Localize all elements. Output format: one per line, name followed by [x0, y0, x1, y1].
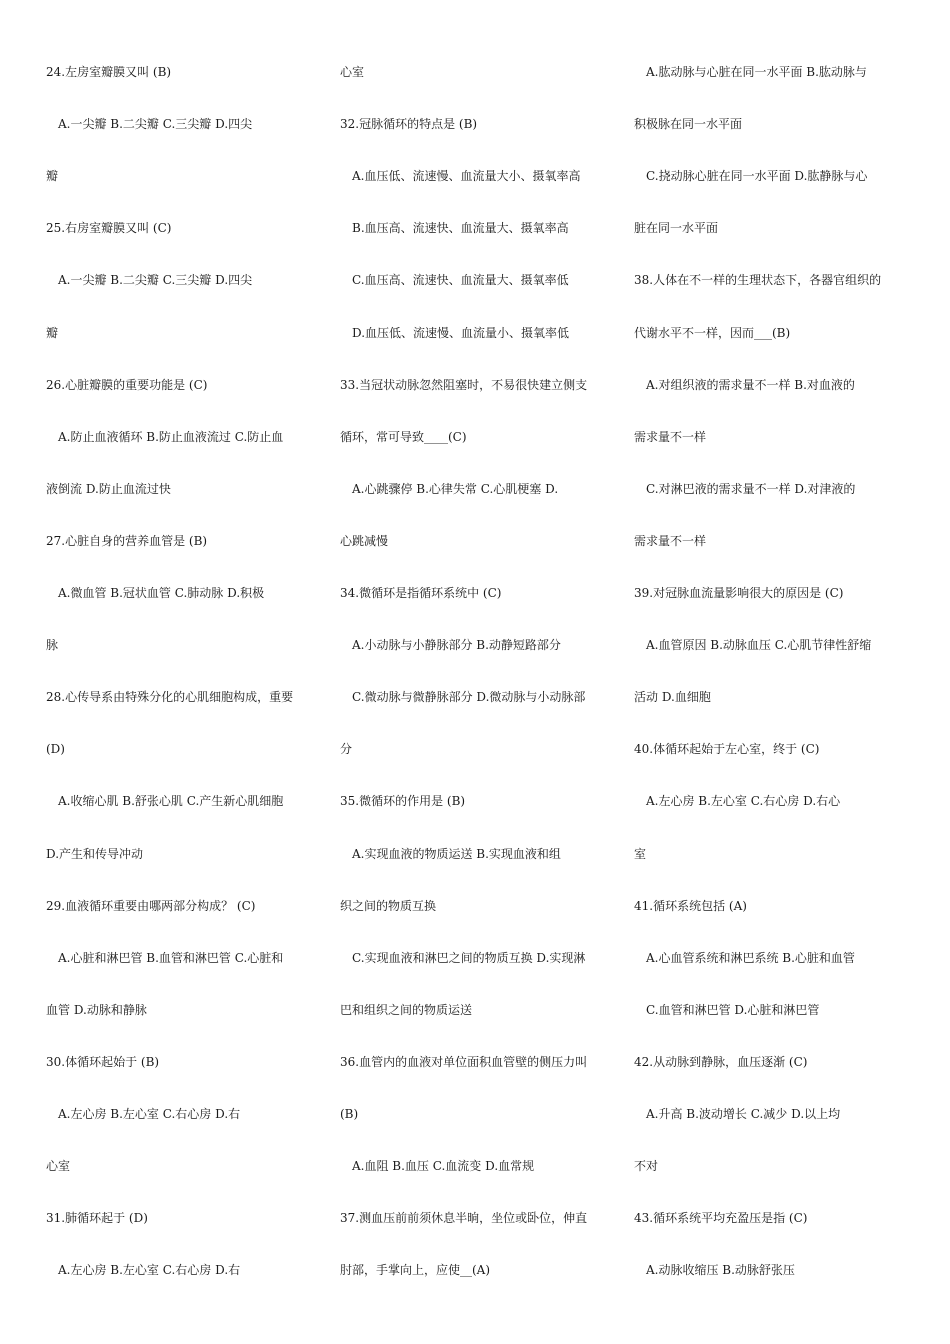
answer-option-line: A.小动脉与小静脉部分 B.动静短路部分 [352, 638, 561, 653]
question-text-line: 24.左房室瓣膜又叫 (B) [46, 65, 172, 79]
answer-option-line: A.血阻 B.血压 C.血流变 D.血常规 [352, 1159, 535, 1174]
answer-option-line: A.心跳骤停 B.心律失常 C.心肌梗塞 D. [352, 481, 559, 496]
question-text-line: 液倒流 D.防止血流过快 [46, 481, 171, 496]
question-text-line: 31.肺循环起于 (D) [46, 1211, 148, 1226]
question-text-line: 36.血管内的血液对单位面积血管壁的侧压力叫 [340, 1054, 588, 1069]
question-text-line: 29.血液循环重要由哪两部分构成？ (C) [46, 898, 256, 913]
answer-option-line: D.血压低、流速慢、血流量小、摄氧率低 [352, 325, 570, 340]
question-text-line: D.产生和传导冲动 [46, 846, 144, 861]
answer-option-line: A.一尖瓣 B.二尖瓣 C.三尖瓣 D.四尖 [58, 273, 253, 288]
answer-option-line: C.实现血液和淋巴之间的物质互换 D.实现淋 [352, 950, 586, 965]
question-text-line: 30.体循环起始于 (B) [46, 1054, 160, 1069]
question-text-line: 41.循环系统包括 (A) [634, 898, 747, 913]
answer-option-line: A.左心房 B.左心室 C.右心房 D.右 [58, 1263, 241, 1278]
answer-option-line: A.实现血液的物质运送 B.实现血液和组 [352, 846, 561, 861]
question-text-line: 34.微循环是指循环系统中 (C) [340, 586, 502, 600]
question-text-line: 室 [634, 846, 647, 861]
question-text-line: 脏在同一水平面 [634, 221, 719, 236]
answer-option-line: A.防止血液循环 B.防止血液流过 C.防止血 [58, 429, 284, 444]
question-text-line: 不对 [634, 1159, 659, 1174]
question-text-line: 需求量不一样 [634, 533, 707, 548]
question-text-line: 心室 [340, 65, 365, 79]
question-text-line: 血管 D.动脉和静脉 [46, 1002, 147, 1017]
answer-option-line: A.升高 B.波动增长 C.减少 D.以上均 [646, 1107, 841, 1121]
question-text-line: 27.心脏自身的营养血管是 (B) [46, 533, 208, 548]
question-text-line: 循环，常可导致____(C) [340, 429, 467, 444]
answer-option-line: A.心脏和淋巴管 B.血管和淋巴管 C.心脏和 [58, 950, 284, 965]
question-text-line: 肘部，手掌向上，应使__(A) [340, 1263, 491, 1278]
answer-option-line: A.肱动脉与心脏在同一水平面 B.肱动脉与 [646, 65, 867, 79]
question-text-line: 33.当冠状动脉忽然阻塞时，不易很快建立侧支 [340, 377, 588, 392]
question-text-line: 25.右房室瓣膜又叫 (C) [46, 221, 172, 236]
answer-option-line: C.对淋巴液的需求量不一样 D.对津液的 [646, 481, 856, 496]
answer-option-line: C.挠动脉心脏在同一水平面 D.肱静脉与心 [646, 169, 868, 184]
question-text-line: 32.冠脉循环的特点是 (B) [340, 117, 478, 132]
answer-option-line: A.左心房 B.左心室 C.右心房 D.右心 [646, 794, 841, 809]
answer-option-line: C.血压高、流速快、血流量大、摄氧率低 [352, 273, 569, 288]
column-3 [634, 0, 914, 1344]
question-text-line: 分 [340, 742, 353, 757]
question-text-line: 需求量不一样 [634, 429, 707, 444]
question-text-line: 瓣 [46, 169, 59, 184]
answer-option-line: C.微动脉与微静脉部分 D.微动脉与小动脉部 [352, 690, 586, 705]
question-text-line: 瓣 [46, 325, 59, 340]
answer-option-line: A.微血管 B.冠状血管 C.肺动脉 D.积极 [58, 586, 265, 600]
question-text-line: (B) [340, 1107, 359, 1121]
question-text-line: 37.测血压前前须休息半晌，坐位或卧位，伸直 [340, 1211, 588, 1226]
question-text-line: (D) [46, 742, 65, 757]
answer-option-line: A.一尖瓣 B.二尖瓣 C.三尖瓣 D.四尖 [58, 117, 253, 132]
answer-option-line: A.对组织液的需求量不一样 B.对血液的 [646, 377, 855, 392]
question-text-line: 脉 [46, 638, 59, 653]
question-text-line: 35.微循环的作用是 (B) [340, 794, 466, 809]
question-text-line: 39.对冠脉血流量影响很大的原因是 (C) [634, 586, 844, 600]
question-text-line: 巴和组织之间的物质运送 [340, 1002, 473, 1017]
question-text-line: 43.循环系统平均充盈压是指 (C) [634, 1211, 808, 1226]
answer-option-line: A.左心房 B.左心室 C.右心房 D.右 [58, 1107, 241, 1121]
question-text-line: 28.心传导系由特殊分化的心肌细胞构成，重要 [46, 690, 294, 705]
question-text-line: 26.心脏瓣膜的重要功能是 (C) [46, 377, 208, 392]
question-text-line: 活动 D.血细胞 [634, 690, 711, 705]
answer-option-line: A.动脉收缩压 B.动脉舒张压 [646, 1263, 795, 1278]
answer-option-line: A.血压低、流速慢、血流量大小、摄氧率高 [352, 169, 581, 184]
question-text-line: 代谢水平不一样，因而___(B) [634, 325, 791, 340]
question-text-line: 心跳减慢 [340, 533, 389, 548]
question-text-line: 积极脉在同一水平面 [634, 117, 743, 132]
column-2 [340, 0, 612, 1344]
answer-option-line: C.血管和淋巴管 D.心脏和淋巴管 [646, 1002, 820, 1017]
column-1 [46, 0, 318, 1344]
question-text-line: 42.从动脉到静脉，血压逐渐 (C) [634, 1054, 808, 1069]
question-text-line: 织之间的物质互换 [340, 898, 437, 913]
question-text-line: 40.体循环起始于左心室，终于 (C) [634, 742, 820, 757]
answer-option-line: B.血压高、流速快、血流量大、摄氧率高 [352, 221, 569, 236]
answer-option-line: A.收缩心肌 B.舒张心肌 C.产生新心肌细胞 [58, 794, 284, 809]
answer-option-line: A.血管原因 B.动脉血压 C.心肌节律性舒缩 [646, 638, 872, 653]
question-text-line: 38.人体在不一样的生理状态下，各器官组织的 [634, 273, 882, 288]
question-text-line: 心室 [46, 1159, 71, 1174]
answer-option-line: A.心血管系统和淋巴系统 B.心脏和血管 [646, 950, 855, 965]
